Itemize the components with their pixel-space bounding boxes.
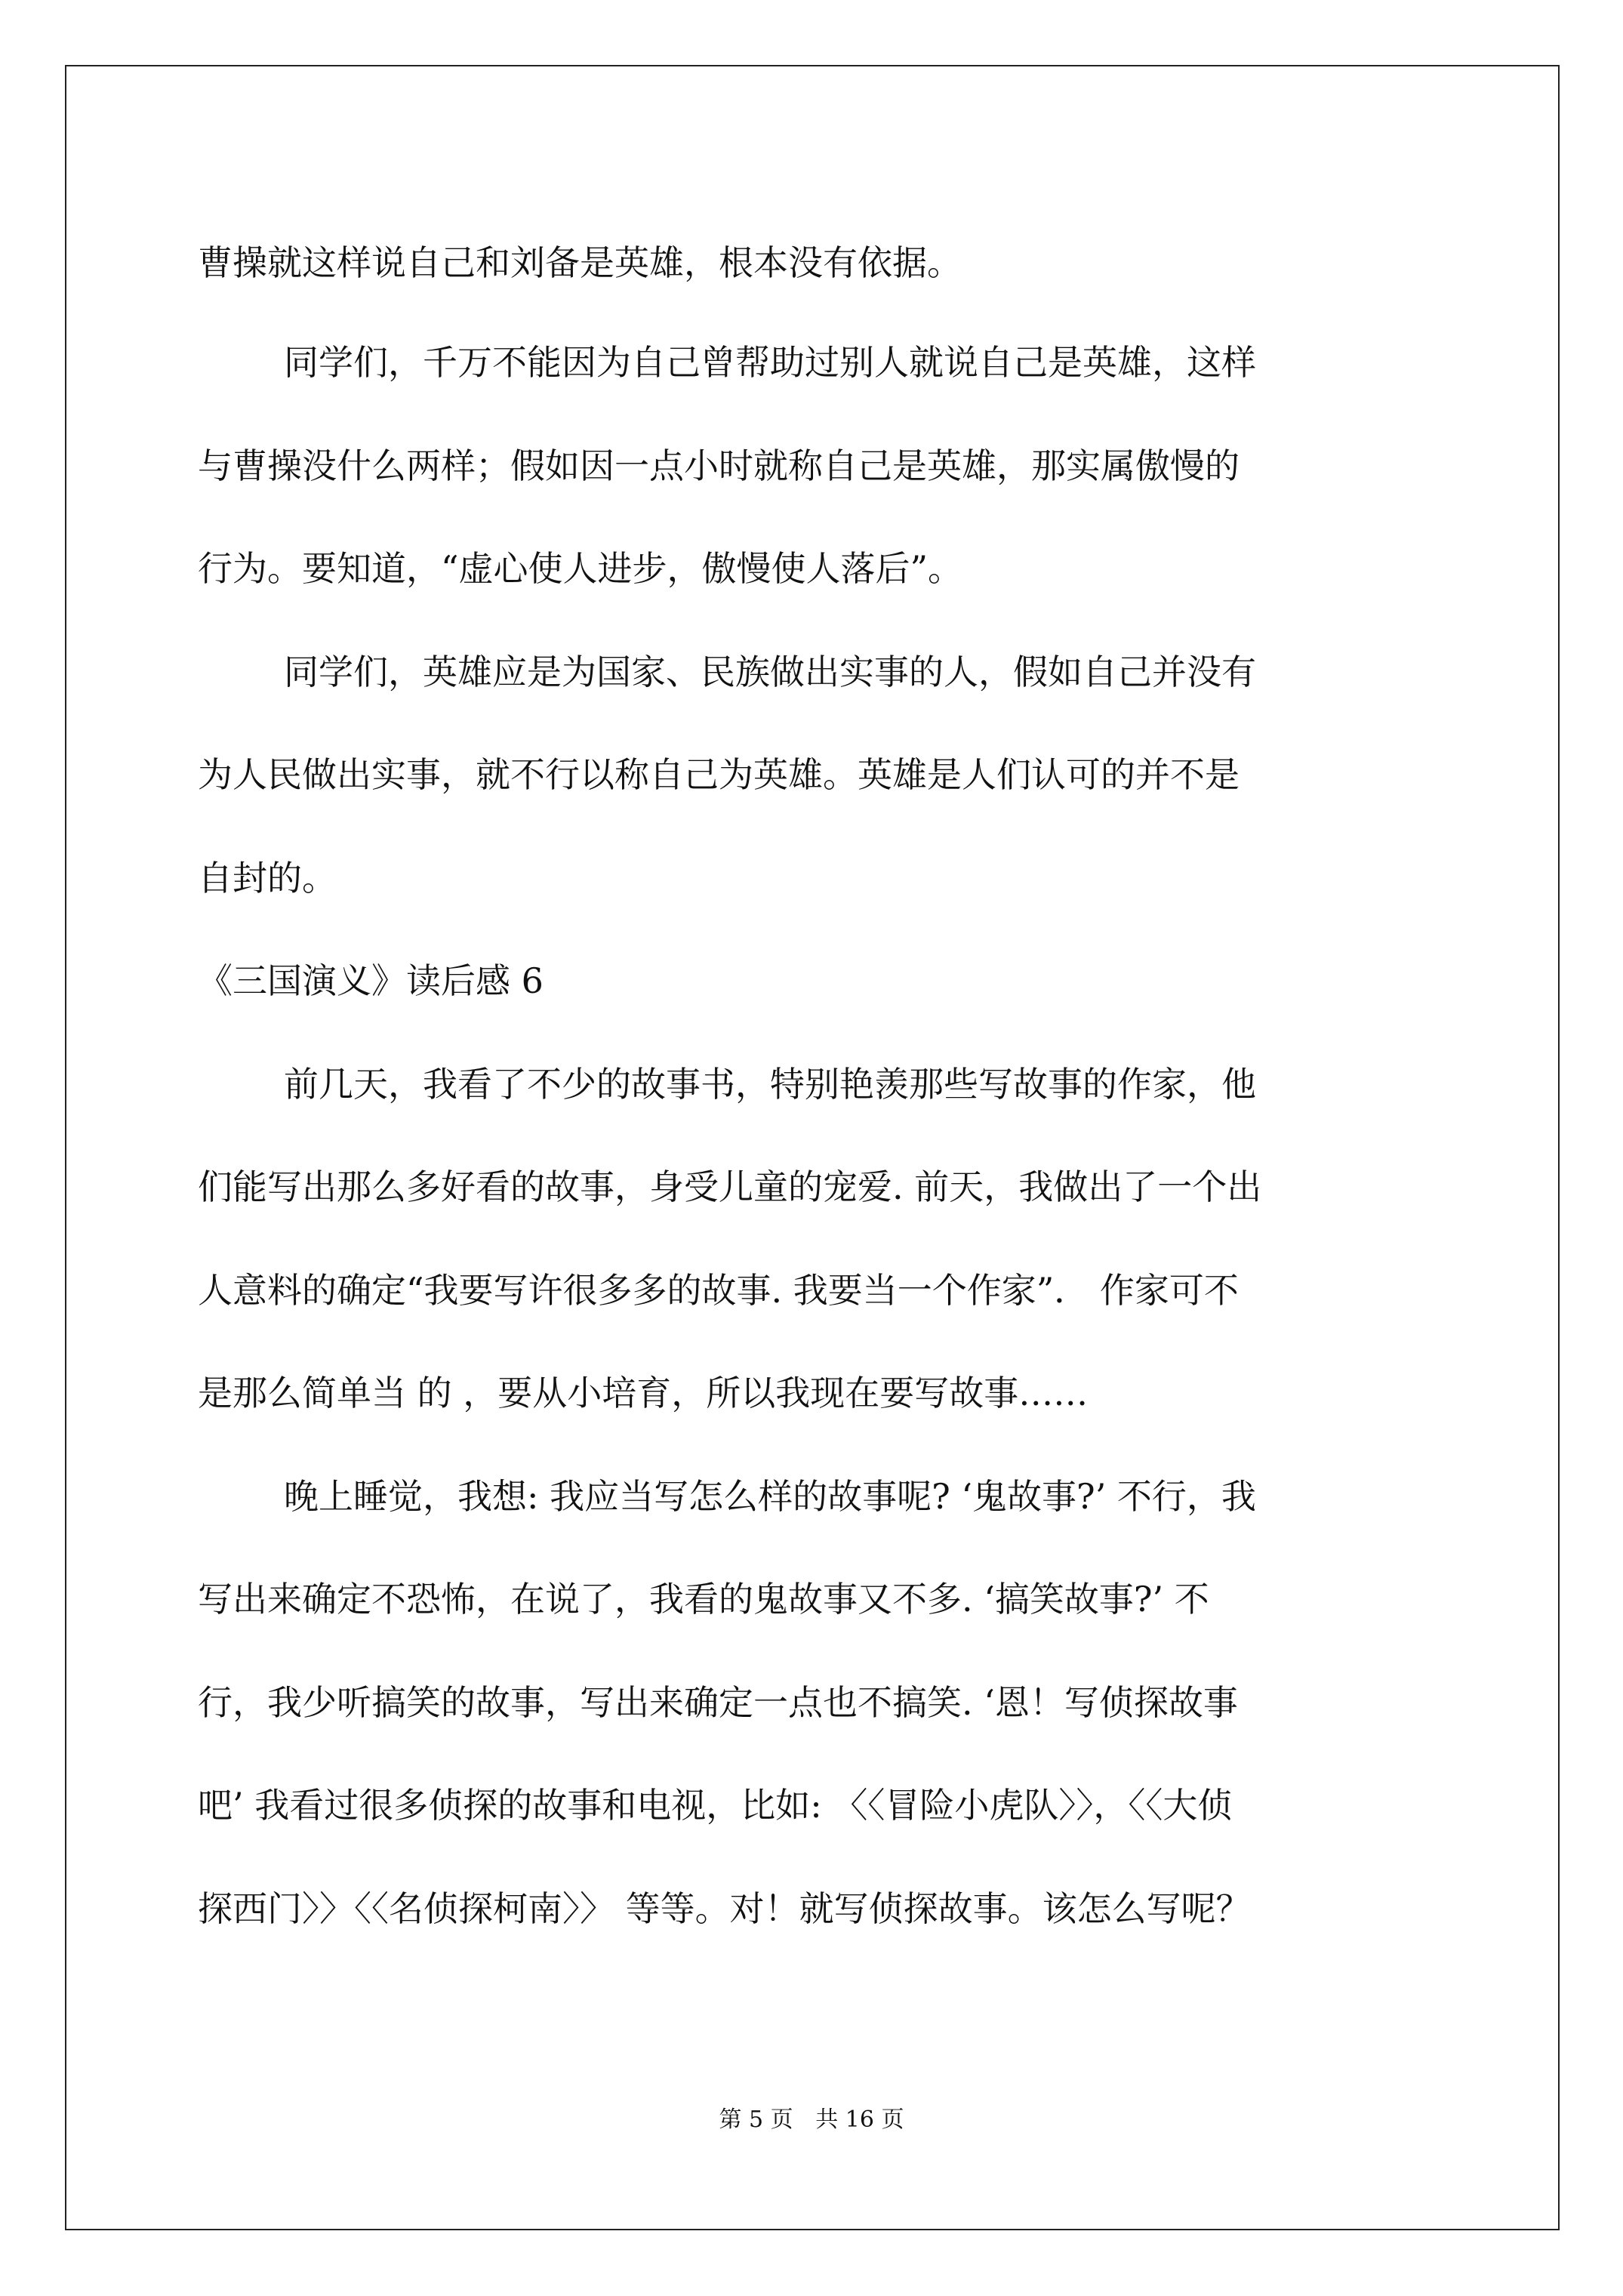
text-line: 前几天，我看了不少的故事书，特别艳羡那些写故事的作家，他 [284,1064,1256,1105]
page-total: 共 16 页 [815,2106,904,2133]
text-line: 探西门〉〉〈〈名侦探柯南〉〉 等等。对！就写侦探故事。该怎么写呢？ [198,1888,1251,1929]
text-line: 为人民做出实事，就不行以称自己为英雄。英雄是人们认可的并不是 [198,754,1240,795]
page-number: 第 5 页 [719,2106,793,2133]
text-line: 同学们，英雄应是为国家、民族做出实事的人，假如自己并没有 [284,652,1256,692]
text-line: 行为。要知道，“虚心使人进步，傲慢使人落后”。 [198,548,963,589]
text-line: 写出来确定不恐怖，在说了，我看的鬼故事又不多. ‘搞笑故事?’ 不 [198,1579,1209,1620]
page-footer [0,2100,1623,2134]
section-heading: 《三国演义》读后感 6 [198,960,544,1001]
text-line: 自封的。 [198,858,337,898]
text-line: 与曹操没什么两样；假如因一点小时就称自己是英雄，那实属傲慢的 [198,445,1240,486]
text-line: 晚上睡觉，我想: 我应当写怎么样的故事呢? ‘鬼故事?’ 不行，我 [284,1476,1256,1517]
text-line: 人意料的确定“我要写许很多多的故事. 我要当一个作家”． 作家可不 [198,1270,1239,1311]
text-line: 是那么简单当 的 ，要从小培育，所以我现在要写故事…… [198,1373,1089,1413]
text-line: 同学们，千万不能因为自己曾帮助过别人就说自己是英雄，这样 [284,342,1256,383]
text-line: 曹操就这样说自己和刘备是英雄，根本没有依据。 [198,242,962,283]
text-line: 行，我少听搞笑的故事，写出来确定一点也不搞笑. ‘恩！写侦探故事 [198,1682,1238,1723]
text-line: 吧’ 我看过很多侦探的故事和电视，比如: 〈〈冒险小虎队〉〉，〈〈大侦 [198,1785,1233,1826]
text-line: 们能写出那么多好看的故事，身受儿童的宠爱. 前天，我做出了一个出 [198,1166,1262,1207]
